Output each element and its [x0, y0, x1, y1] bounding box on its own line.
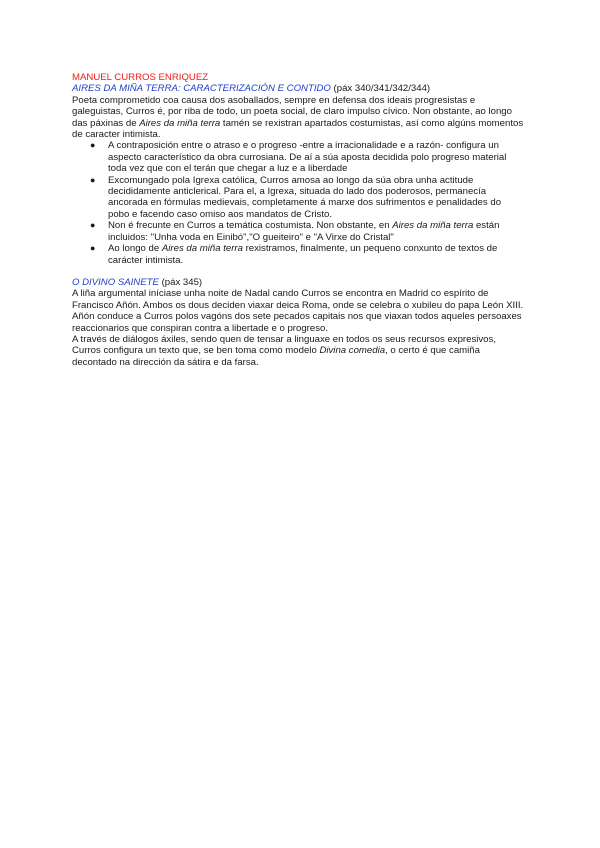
- sainete-paragraph-1: A liña argumental iníciase unha noite de Nadal cando Curros se encontra en Madrid co espírito de Francisco Añón. Ambos os dous deciden viaxar deica Roma, onde se celebra o xubileu do papa León XIII. Añón conduce a Curros polos vagóns dos sete pecados capitais nos que viaxan todos aqueles persoaxes reaccionarios que conspiran contra a libertade e o progreso.: [72, 288, 524, 334]
- section-title-sainete: O DIVINO SAINETE: [72, 276, 159, 288]
- section-pages-sainete: (páx 345): [158, 276, 203, 288]
- list-item-italic: Aires da miña terra: [392, 220, 474, 232]
- document-content: [72, 72, 524, 368]
- intro-paragraph: [72, 95, 524, 141]
- sainete-book-title: Divina comedia: [319, 345, 386, 357]
- list-item-text: A contraposición entre o atraso e o progreso -entre a irracionalidade e a razón- configura un aspecto característico da obra currosiana. De aí a súa aposta decidida polo progreso material toda vez que con el terán que chegar a luz e a liberdade: [108, 140, 507, 175]
- sainete-text-end: , o certo é que camiña decontado na dirección da sátira e da farsa.: [72, 345, 480, 368]
- list-item-text-end: rexistramos, finalmente, un pequeno conxunto de textos de carácter intimista.: [108, 243, 498, 266]
- bullet-icon: ●: [90, 140, 96, 151]
- list-item: [90, 220, 524, 243]
- section-pages-aires: (páx 340/341/342/344): [330, 83, 431, 95]
- list-item-text: Non é frecunte en Curros a temática costumista. Non obstante, en: [108, 220, 393, 232]
- section-spacer: [72, 266, 524, 277]
- list-item: [90, 243, 524, 266]
- list-item: [90, 174, 524, 221]
- bullet-icon: ●: [90, 243, 96, 254]
- author-heading: MANUEL CURROS ENRIQUEZ: [72, 72, 209, 83]
- list-item-italic: Aires da miña terra: [161, 243, 243, 255]
- bullet-icon: ●: [90, 174, 96, 185]
- bullet-icon: ●: [90, 220, 96, 231]
- section-heading-sainete: [72, 277, 524, 288]
- bullet-list: [72, 140, 524, 265]
- section-title-aires: AIRES DA MIÑA TERRA: CARACTERIZACIÓN E CONTIDO: [72, 83, 331, 95]
- sainete-text-start: A través de diálogos áxiles, sendo quen de tensar a linguaxe en todos os seus recursos expresivos, Curros configura un texto que, se ben toma como modelo: [72, 333, 496, 357]
- section-heading-aires: [72, 83, 524, 94]
- list-item-text: Excomungado pola Igrexa católica, Curros amosa ao longo da súa obra unha actitude decididamente anticlerical. Para el, a Igrexa, situada do lado dos poderosos, permanecía ancorada en fórmulas medievais, completamente á marxe dos sufrimentos e penalidades do pobo e facendo caso omiso aos mandatos de Cristo.: [108, 174, 502, 220]
- list-item-text-end: están incluidos: "Unha voda en Einibó","O gueiteiro" e "A Virxe do Cristal": [108, 220, 500, 243]
- intro-text-start: Poeta comprometido coa causa dos asoballados, sempre en defensa dos ideais progresistas e galeguistas, Curros é, por riba de todo, un poeta social, de claro impulso cívico. Non obstante, ao longo das páxinas de: [72, 94, 512, 129]
- intro-text-end: tamén se rexistran apartados costumistas, así como algúns momentos de caracter intimista.: [72, 117, 524, 141]
- intro-book-title: Aires da miña terra: [139, 117, 221, 129]
- sainete-paragraph-2: [72, 334, 524, 368]
- list-item: [90, 140, 524, 175]
- list-item-text: Ao longo de: [108, 243, 162, 255]
